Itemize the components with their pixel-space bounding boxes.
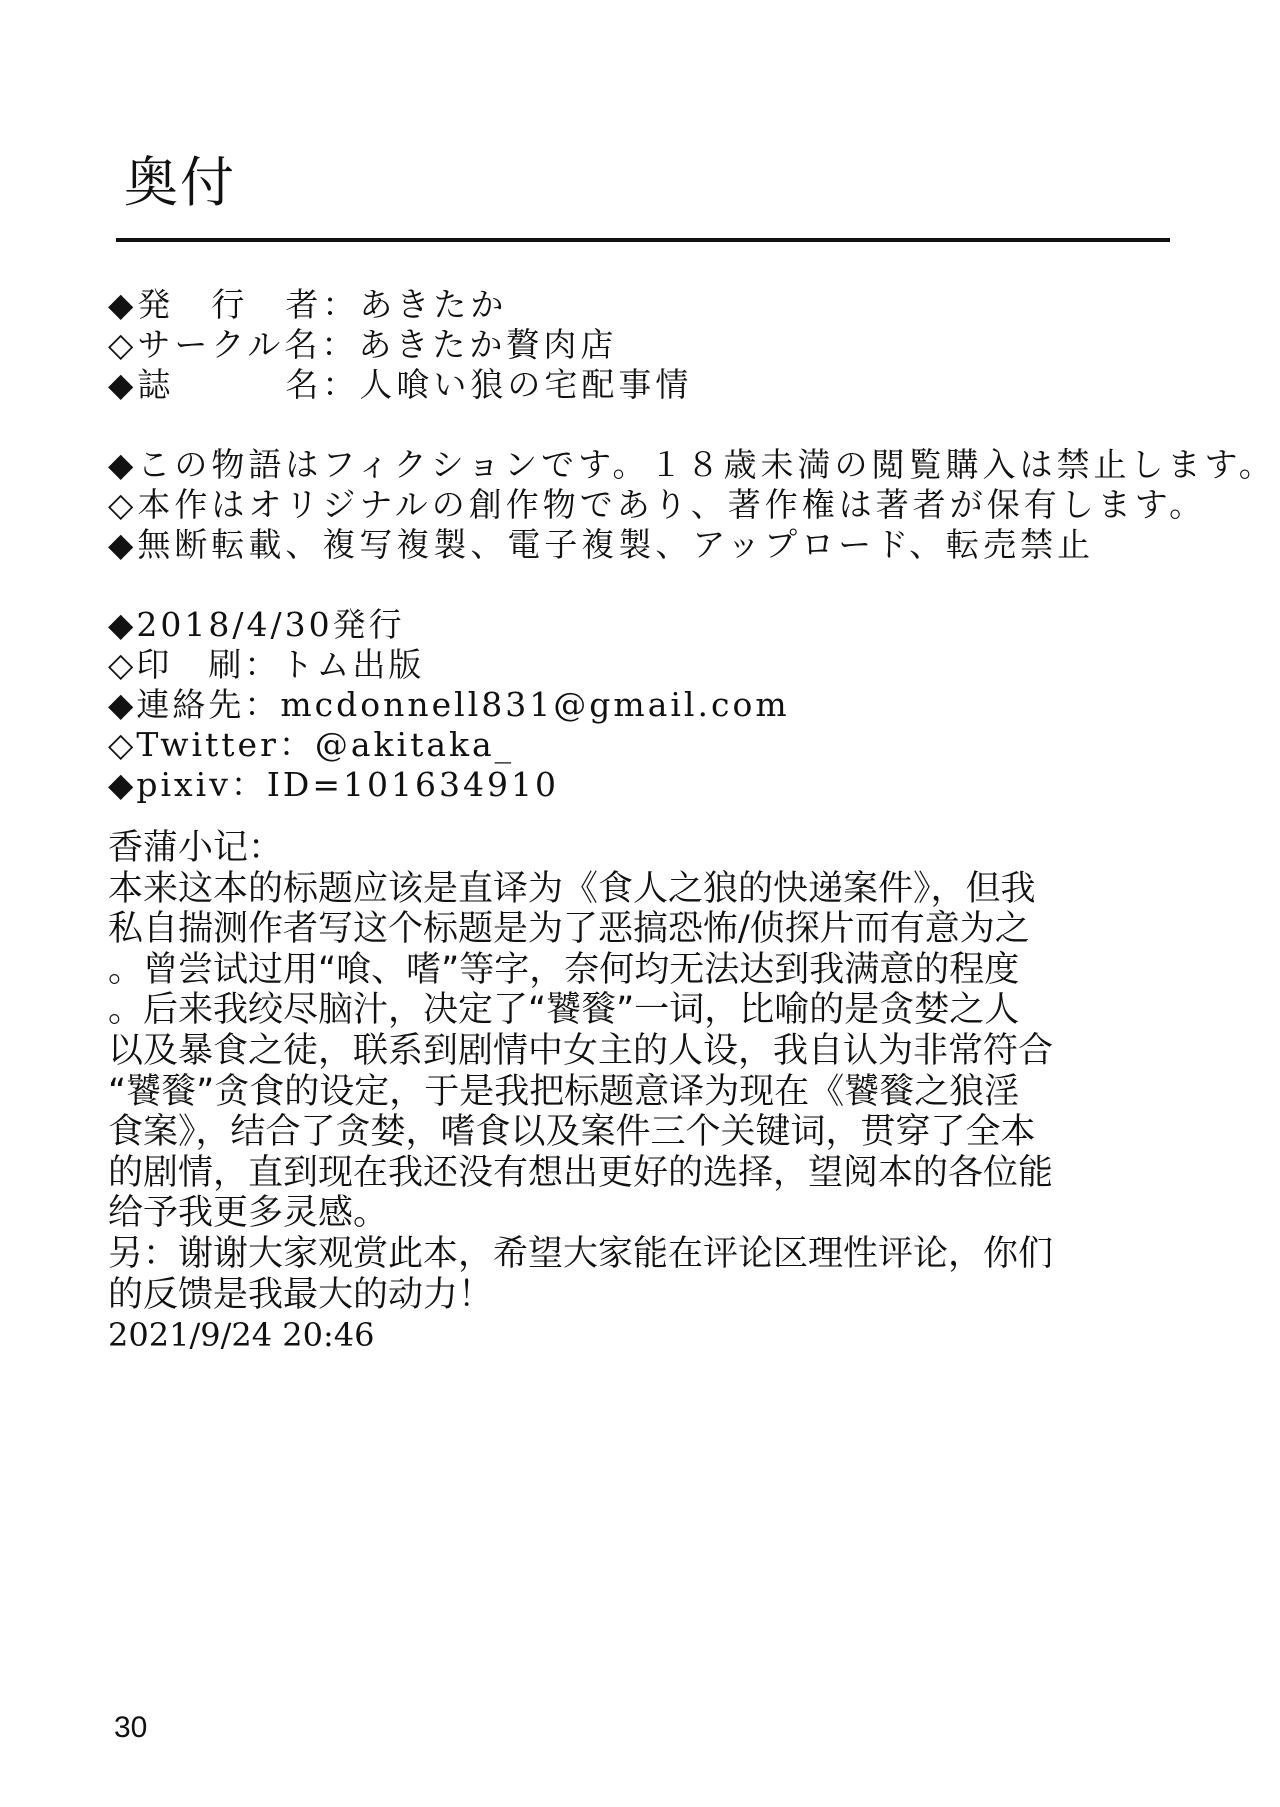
note-line: 本来这本的标题应该是直译为《食人之狼的快递案件》，但我 [108, 868, 1036, 909]
note-line: 另：谢谢大家观赏此本，希望大家能在评论区理性评论，你们 [108, 1233, 1054, 1274]
book-title-line: ◆誌 名：人喰い狼の宅配事情 [108, 365, 693, 404]
publisher-line: ◆発 行 者：あきたか [108, 285, 508, 324]
note-heading: 香蒲小记： [108, 828, 284, 868]
twitter-line: ◇Twitter：@akitaka_ [108, 725, 515, 764]
contact-info [108, 605, 790, 805]
printer-line: ◇印 刷：トム出版 [108, 645, 425, 684]
circle-name-line: ◇サークル名：あきたか贅肉店 [108, 325, 618, 364]
note-line: 。后来我绞尽脑汁，决定了“饕餮”一词，比喻的是贪婪之人 [108, 990, 1020, 1031]
page-title: 奥付 [124, 151, 236, 214]
note-line: 。曾尝试过用“喰、嗜”等字，奈何均无法达到我满意的程度 [108, 949, 1020, 990]
copyright-notice: ◇本作はオリジナルの創作物であり、著作権は著者が保有します。 [108, 485, 1207, 524]
note-line: 私自揣测作者写这个标题是为了恶搞恐怖/侦探片而有意为之 [108, 909, 1030, 950]
note-date: 2021/9/24 20:46 [108, 1316, 375, 1355]
translator-note [108, 828, 1178, 1356]
reproduction-notice: ◆無断転載、複写複製、電子複製、アップロード、転売禁止 [108, 525, 1095, 564]
email-line: ◆連絡先：mcdonnell831@gmail.com [108, 685, 790, 724]
notices [108, 445, 1276, 565]
page-number: 30 [114, 1711, 148, 1744]
publication-info [108, 285, 692, 405]
note-line: 给予我更多灵感。 [108, 1193, 389, 1234]
issue-date-line: ◆2018/4/30発行 [108, 605, 405, 644]
note-line: 的反馈是我最大的动力！ [108, 1274, 494, 1315]
note-line: 食案》，结合了贪婪，嗜食以及案件三个关键词，贯穿了全本 [108, 1112, 1036, 1153]
fiction-notice: ◆この物語はフィクションです。１８歳未満の閲覧購入は禁止します。 [108, 445, 1276, 484]
pixiv-line: ◆pixiv：ID=101634910 [108, 765, 559, 804]
note-line: 的剧情，直到现在我还没有想出更好的选择，望阅本的各位能 [108, 1152, 1054, 1193]
note-line: 以及暴食之徒，联系到剧情中女主的人设，我自认为非常符合 [108, 1030, 1054, 1071]
note-line: “饕餮”贪食的设定，于是我把标题意译为现在《饕餮之狼淫 [108, 1071, 1020, 1112]
title-divider [116, 238, 1170, 242]
